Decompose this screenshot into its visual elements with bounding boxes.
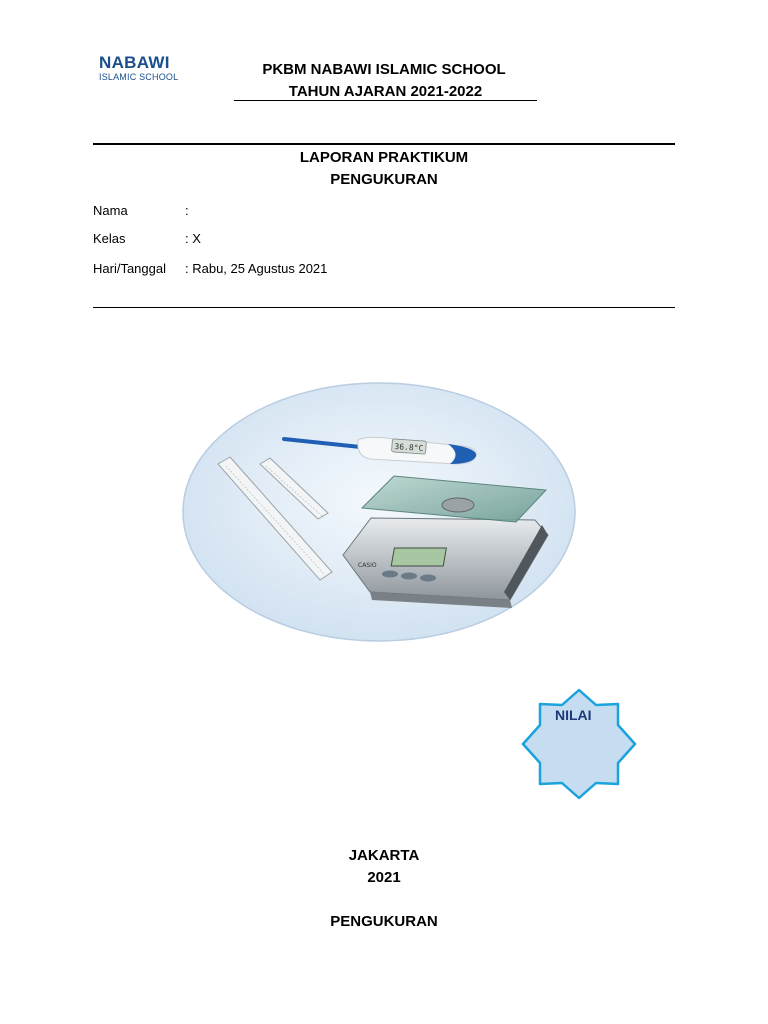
footer-topic: PENGUKURAN [330,913,438,930]
footer-city: JAKARTA [348,847,420,864]
svg-text:36.8°C: 36.8°C [394,441,424,453]
field-value-kelas: : X [185,231,201,246]
svg-text:CASIO: CASIO [358,562,377,569]
logo-subtitle: ISLAMIC SCHOOL [99,72,179,82]
field-label-date: Hari/Tanggal [93,261,166,276]
footer-year: 2021 [367,869,401,886]
academic-year: TAHUN AJARAN 2021-2022 [288,83,483,100]
field-label-nama: Nama [93,203,128,218]
report-subtitle: PENGUKURAN [330,171,438,188]
field-value-nama: : [185,203,189,218]
report-title: LAPORAN PRAKTIKUM [299,149,469,166]
nilai-label: NILAI [555,707,592,723]
logo-name: NABAWI [99,53,170,72]
field-label-kelas: Kelas [93,231,126,246]
nilai-badge [520,687,638,801]
field-value-date: : Rabu, 25 Agustus 2021 [185,261,328,276]
bottom-divider [93,307,675,308]
digital-scale-icon [343,476,548,608]
year-underline [234,100,537,101]
measurement-illustration [180,380,580,645]
top-divider [93,143,675,145]
school-title: PKBM NABAWI ISLAMIC SCHOOL [262,61,506,78]
